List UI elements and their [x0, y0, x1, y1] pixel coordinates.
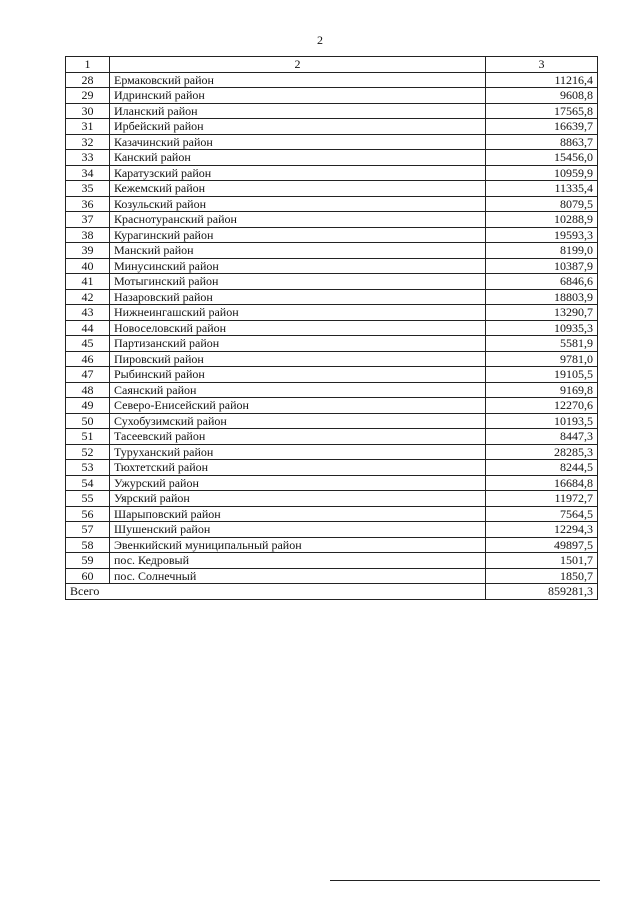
amount-value: 11335,4	[486, 181, 598, 197]
amount-value: 9608,8	[486, 88, 598, 104]
municipality-name: Северо-Енисейский район	[110, 398, 486, 414]
municipality-name: Краснотуранский район	[110, 212, 486, 228]
header-col-1: 1	[66, 57, 110, 73]
row-number: 59	[66, 553, 110, 569]
row-number: 45	[66, 336, 110, 352]
amount-value: 1501,7	[486, 553, 598, 569]
table-row	[66, 382, 598, 398]
row-number: 30	[66, 103, 110, 119]
table-row	[66, 165, 598, 181]
table-row	[66, 320, 598, 336]
table-row	[66, 134, 598, 150]
amount-value: 11972,7	[486, 491, 598, 507]
municipality-name: Нижнеингашский район	[110, 305, 486, 321]
row-number: 50	[66, 413, 110, 429]
municipality-name: Идринский район	[110, 88, 486, 104]
municipality-name: Каратузский район	[110, 165, 486, 181]
row-number: 29	[66, 88, 110, 104]
table-row	[66, 491, 598, 507]
table-row	[66, 444, 598, 460]
total-label: Всего	[66, 584, 486, 600]
row-number: 34	[66, 165, 110, 181]
municipality-name: Канский район	[110, 150, 486, 166]
total-value: 859281,3	[486, 584, 598, 600]
header-col-2: 2	[110, 57, 486, 73]
row-number: 41	[66, 274, 110, 290]
municipality-name: Сухобузимский район	[110, 413, 486, 429]
page-number: 2	[317, 33, 323, 47]
table-row	[66, 522, 598, 538]
amount-value: 28285,3	[486, 444, 598, 460]
row-number: 48	[66, 382, 110, 398]
amount-value: 16684,8	[486, 475, 598, 491]
municipality-name: Кежемский район	[110, 181, 486, 197]
table-row	[66, 103, 598, 119]
row-number: 53	[66, 460, 110, 476]
amount-value: 13290,7	[486, 305, 598, 321]
amount-value: 8244,5	[486, 460, 598, 476]
row-number: 54	[66, 475, 110, 491]
table-row	[66, 351, 598, 367]
table-row	[66, 553, 598, 569]
table-row	[66, 72, 598, 88]
amount-value: 10959,9	[486, 165, 598, 181]
amount-value: 8199,0	[486, 243, 598, 259]
amount-value: 12294,3	[486, 522, 598, 538]
amount-value: 10387,9	[486, 258, 598, 274]
amount-value: 10288,9	[486, 212, 598, 228]
municipality-name: пос. Солнечный	[110, 568, 486, 584]
table-row	[66, 274, 598, 290]
row-number: 49	[66, 398, 110, 414]
table-row	[66, 568, 598, 584]
municipality-name: Ермаковский район	[110, 72, 486, 88]
amount-value: 49897,5	[486, 537, 598, 553]
data-table	[65, 56, 598, 600]
amount-value: 17565,8	[486, 103, 598, 119]
table-row	[66, 506, 598, 522]
municipality-name: Шарыповский район	[110, 506, 486, 522]
table-row	[66, 429, 598, 445]
amount-value: 12270,6	[486, 398, 598, 414]
bottom-divider-line	[330, 880, 600, 881]
municipality-name: Тасеевский район	[110, 429, 486, 445]
table-row	[66, 413, 598, 429]
table-row	[66, 119, 598, 135]
municipality-name: Минусинский район	[110, 258, 486, 274]
amount-value: 11216,4	[486, 72, 598, 88]
table-row	[66, 367, 598, 383]
municipality-name: Иланский район	[110, 103, 486, 119]
table-row	[66, 398, 598, 414]
municipality-name: Партизанский район	[110, 336, 486, 352]
row-number: 33	[66, 150, 110, 166]
municipality-name: Рыбинский район	[110, 367, 486, 383]
table-row	[66, 243, 598, 259]
amount-value: 9781,0	[486, 351, 598, 367]
row-number: 55	[66, 491, 110, 507]
row-number: 51	[66, 429, 110, 445]
municipality-name: Саянский район	[110, 382, 486, 398]
amount-value: 1850,7	[486, 568, 598, 584]
table-row	[66, 212, 598, 228]
row-number: 37	[66, 212, 110, 228]
row-number: 46	[66, 351, 110, 367]
municipality-name: Уярский район	[110, 491, 486, 507]
municipality-name: Назаровский район	[110, 289, 486, 305]
amount-value: 6846,6	[486, 274, 598, 290]
row-number: 28	[66, 72, 110, 88]
row-number: 44	[66, 320, 110, 336]
amount-value: 19593,3	[486, 227, 598, 243]
amount-value: 16639,7	[486, 119, 598, 135]
amount-value: 8079,5	[486, 196, 598, 212]
table-row	[66, 258, 598, 274]
amount-value: 8447,3	[486, 429, 598, 445]
row-number: 40	[66, 258, 110, 274]
amount-value: 15456,0	[486, 150, 598, 166]
municipality-name: Новоселовский район	[110, 320, 486, 336]
amount-value: 10193,5	[486, 413, 598, 429]
row-number: 42	[66, 289, 110, 305]
table-row	[66, 181, 598, 197]
table-row	[66, 289, 598, 305]
row-number: 39	[66, 243, 110, 259]
municipality-name: пос. Кедровый	[110, 553, 486, 569]
amount-value: 18803,9	[486, 289, 598, 305]
table-row	[66, 305, 598, 321]
row-number: 58	[66, 537, 110, 553]
row-number: 47	[66, 367, 110, 383]
municipality-name: Эвенкийский муниципальный район	[110, 537, 486, 553]
municipality-name: Ужурский район	[110, 475, 486, 491]
municipality-name: Пировский район	[110, 351, 486, 367]
row-number: 35	[66, 181, 110, 197]
row-number: 56	[66, 506, 110, 522]
amount-value: 8863,7	[486, 134, 598, 150]
row-number: 52	[66, 444, 110, 460]
table-body	[66, 57, 598, 600]
municipality-name: Козульский район	[110, 196, 486, 212]
row-number: 38	[66, 227, 110, 243]
header-col-3: 3	[486, 57, 598, 73]
row-number: 43	[66, 305, 110, 321]
table-row	[66, 336, 598, 352]
total-row	[66, 584, 598, 600]
amount-value: 7564,5	[486, 506, 598, 522]
municipality-name: Курагинский район	[110, 227, 486, 243]
table-row	[66, 475, 598, 491]
table-row	[66, 460, 598, 476]
amount-value: 9169,8	[486, 382, 598, 398]
municipality-name: Тюхтетский район	[110, 460, 486, 476]
amount-value: 5581,9	[486, 336, 598, 352]
table-row	[66, 196, 598, 212]
amount-value: 19105,5	[486, 367, 598, 383]
row-number: 31	[66, 119, 110, 135]
municipality-name: Туруханский район	[110, 444, 486, 460]
amount-value: 10935,3	[486, 320, 598, 336]
table-row	[66, 227, 598, 243]
municipality-name: Манский район	[110, 243, 486, 259]
table-row	[66, 537, 598, 553]
row-number: 60	[66, 568, 110, 584]
municipality-name: Мотыгинский район	[110, 274, 486, 290]
row-number: 32	[66, 134, 110, 150]
municipality-name: Казачинский район	[110, 134, 486, 150]
table-row	[66, 88, 598, 104]
municipality-name: Шушенский район	[110, 522, 486, 538]
table-header-row	[66, 57, 598, 73]
municipality-name: Ирбейский район	[110, 119, 486, 135]
row-number: 57	[66, 522, 110, 538]
table-row	[66, 150, 598, 166]
row-number: 36	[66, 196, 110, 212]
